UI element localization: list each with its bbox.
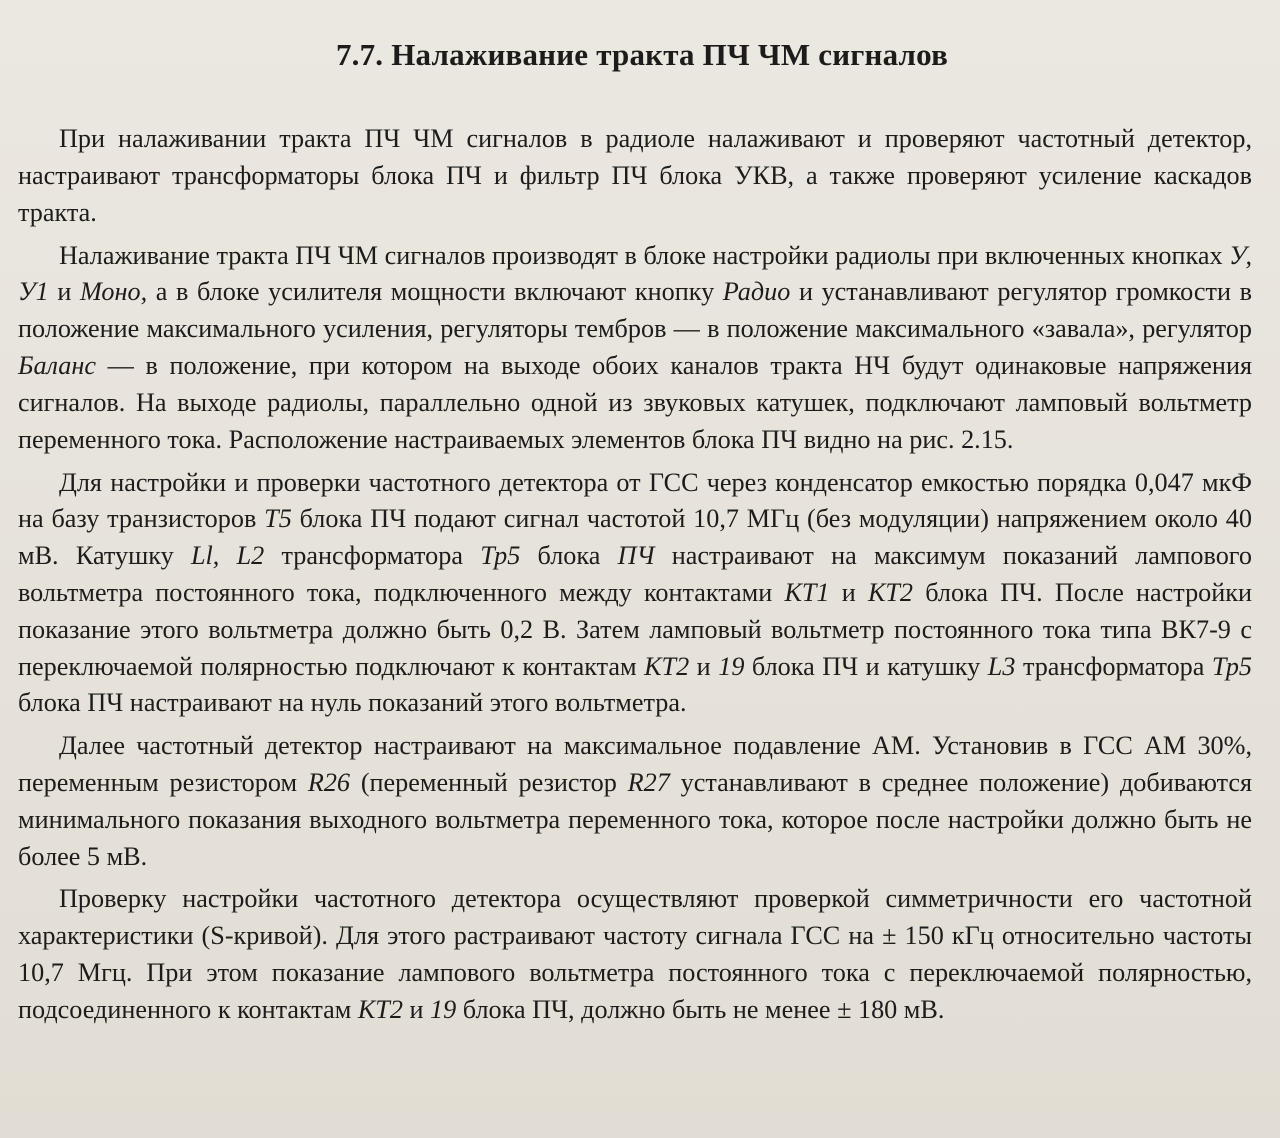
section-title: 7.7. Налаживание тракта ПЧ ЧМ сигналов [335,37,949,72]
document-body [18,121,1252,1029]
italic-term: ПЧ [617,541,655,571]
paragraph [18,238,1252,459]
italic-term: 19 [430,994,457,1024]
text-run: и [402,994,431,1024]
text-run: настраивают на максимум показаний лампового вольтметра постоянного тока, подключенного между контактами [18,541,1252,607]
text-run: и [48,277,80,307]
text-run: блока ПЧ и катушку [744,651,988,681]
paragraph [18,121,1252,231]
text-run: (переменный резистор [350,768,628,797]
italic-term: КТ1 [784,577,830,607]
text-run: и устанавливают регулятор громкости в положение максимального усиления, регуляторы тембров — в положение максимального «завала», регулятор [18,277,1252,344]
paragraph [18,881,1252,1028]
text-run: блока [520,541,618,571]
italic-term: 19 [718,651,745,681]
text-run: и [689,651,719,681]
text-run: Далее частотный детектор настраивают на максимальное подавление АМ. Установив в ГСС АМ 30%, переменным резистором [18,731,1252,797]
italic-term: Тр5 [1211,651,1253,681]
italic-term: КТ2 [867,577,914,607]
paragraph [18,728,1252,875]
italic-term: КТ2 [644,651,690,681]
text-run: Налаживание тракта ПЧ ЧМ сигналов производят в блоке настройки радиолы при включенных кнопках [59,240,1230,270]
text-run: трансформатора [1015,651,1212,681]
italic-term: R26 [307,768,351,797]
text-run: устанавливают в среднее положение) добиваются минимального показания выходного вольтметра переменного тока, которое после настройки должно быть не более 5 мВ. [18,768,1252,871]
italic-term: Т5 [264,504,292,534]
text-run: блока ПЧ, должно быть не менее ± 180 мВ. [456,994,945,1024]
text-run: и [829,577,868,607]
italic-term: У, У1 [18,240,1252,307]
text-run: трансформатора [264,541,481,571]
paragraph [18,465,1252,723]
italic-term: Радио [722,277,791,307]
italic-term: R27 [627,768,670,797]
italic-term: КТ2 [357,994,403,1024]
italic-term: Моно, [79,277,148,307]
italic-term: Баланс [18,351,96,381]
text-run: При налаживании тракта ПЧ ЧМ сигналов в радиоле налаживают и проверяют частотный детектор, настраивают трансформаторы блока ПЧ и фильтр ПЧ блока УКВ, а также проверяют усиление каскадов тракта. [18,124,1252,227]
text-run: Для настройки и проверки частотного детектора от ГСС через конденсатор емкостью порядка 0,047 мкФ на базу транзисторов [18,467,1252,534]
text-run: блока ПЧ настраивают на нуль показаний этого вольтметра. [18,688,687,718]
text-run: а в блоке усилителя мощности включают кнопку [147,277,723,307]
italic-term: Тр5 [480,541,521,571]
text-run: блока ПЧ. После настройки показание этого вольтметра должно быть 0,2 В. Затем ламповый вольтметр постоянного тока типа ВК7-9 с переключаемой полярностью подключают к контактам [18,577,1253,681]
text-run: Проверку настройки частотного детектора осуществляют проверкой симметричности его частотной характеристики (S-кривой). Для этого растраивают частоту сигнала ГСС на ± 150 кГц относительно частоты 10,7 Мгц. При этом показание лампового вольтметра постоянного тока с переключаемой полярностью, подсоединенного к контактам [18,884,1252,1024]
italic-term: Ll, L2 [190,541,265,571]
text-run: блока ПЧ подают сигнал частотой 10,7 МГц (без модуляции) напряжением около 40 мВ. Катушку [18,504,1252,571]
text-run: — в положение, при котором на выходе обоих каналов тракта НЧ будут одинаковые напряжения сигналов. На выходе радиолы, параллельно одной из звуковых катушек, подключают ламповый вольтметр переменного тока. Расположение настраиваемых элементов блока ПЧ видно на рис. 2.15. [18,351,1252,454]
italic-term: L3 [987,651,1016,681]
